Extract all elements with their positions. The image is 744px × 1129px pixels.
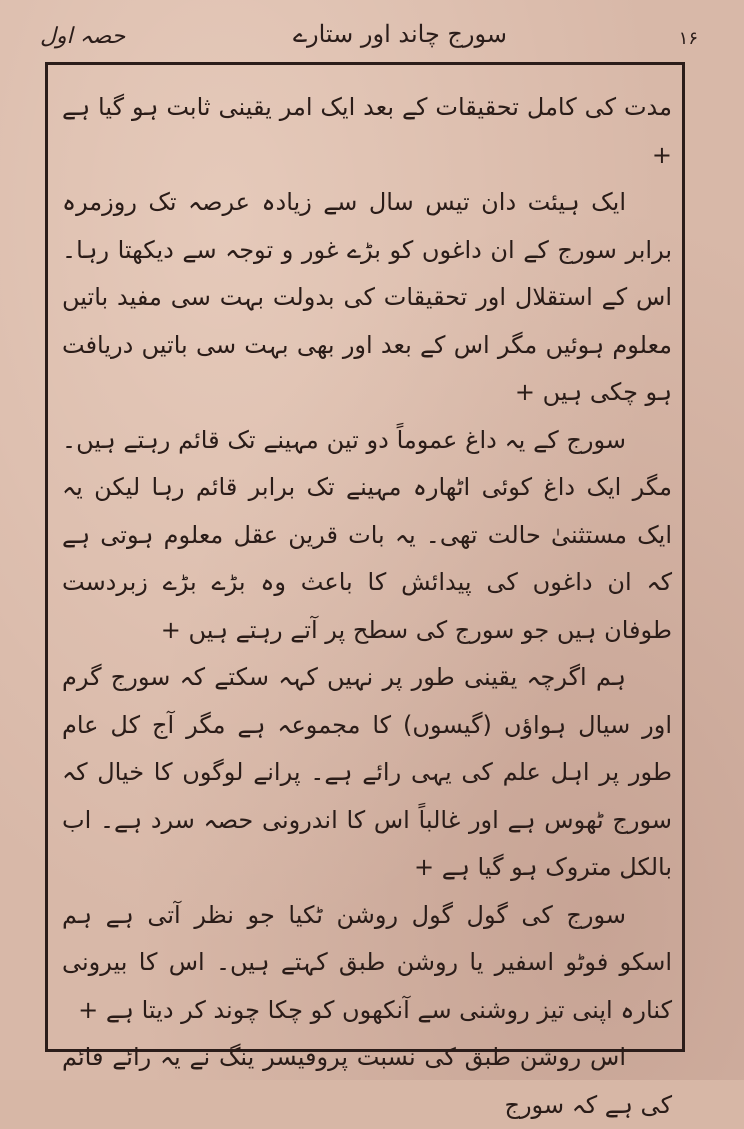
paragraph: مدت کی کامل تحقیقات کے بعد ایک امر یقینی ثابت ہو گیا ہے + <box>62 93 672 169</box>
paragraph: سورج کی گول گول روشن ٹکیا جو نظر آتی ہے ہم اسکو فوٹو اسفیر یا روشن طبق کہتے ہیں۔ اس کا بیرونی کنارہ اپنی تیز روشنی سے آنکھوں کو چکا چوند کر دیتا ہے + <box>62 900 672 1024</box>
body-text <box>62 84 672 1119</box>
part-label: حصہ اول <box>40 24 126 49</box>
running-title: سورج چاند اور ستارے <box>292 20 508 48</box>
paragraph: ایک ہیئت دان تیس سال سے زیادہ عرصہ تک روزمرہ برابر سورج کے ان داغوں کو بڑے غور و توجہ سے دیکھتا رہا۔ اس کے استقلال اور تحقیقات کی بدولت بہت سی مفید باتیں معلوم ہوئیں مگر اس کے بعد اور بھی بہت سی باتیں دریافت ہو چکی ہیں + <box>62 188 672 406</box>
page-header <box>0 18 744 58</box>
paragraph: سورج کے یہ داغ عموماً دو تین مہینے تک قائم رہتے ہیں۔ مگر ایک داغ کوئی اٹھارہ مہینے تک برابر قائم رہا لیکن یہ ایک مستثنیٰ حالت تھی۔ یہ بات قرین عقل معلوم ہوتی ہے کہ ان داغوں کی پیدائش کا باعث وہ بڑے بڑے زبردست طوفان ہیں جو سورج کی سطح پر آتے رہتے ہیں + <box>62 425 672 644</box>
page-number: ۱۶ <box>678 28 698 49</box>
paragraph: اس روشن طبق کی نسبت پروفیسر ینگ نے یہ رائے قائم کی ہے کہ سورج <box>62 1043 672 1119</box>
paragraph: ہم اگرچہ یقینی طور پر نہیں کہہ سکتے کہ سورج گرم اور سیال ہواؤں (گیسوں) کا مجموعہ ہے مگر آج کل عام طور پر اہل علم کی یہی رائے ہے۔ پرانے لوگوں کا خیال کہ سورج ٹھوس ہے اور غالباً اس کا اندرونی حصہ سرد ہے۔ اب بالکل متروک ہو گیا ہے + <box>62 663 672 881</box>
